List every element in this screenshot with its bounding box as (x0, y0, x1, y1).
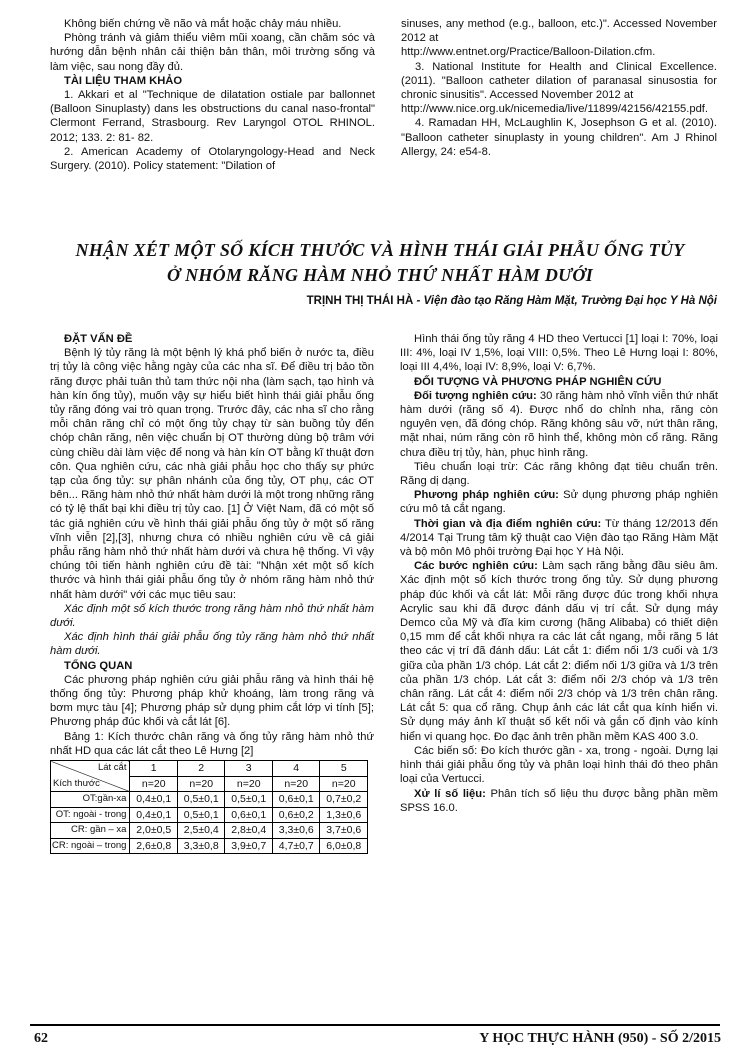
author-line (307, 295, 717, 307)
article-right-column (400, 332, 718, 815)
article-left-column (50, 332, 374, 854)
variables-paragraph: Các biến số: Đo kích thước gần - xa, trong - ngoài. Dựng lại hình thái giải phẫu ống tủy và phân loại hình thái đó theo phân loại của Vertucci. (400, 744, 718, 786)
table-cell: 3,3±0,8 (177, 838, 225, 854)
paragraph: Phòng tránh và giảm thiểu viêm mũi xoang, cần chăm sóc và hướng dẫn bệnh nhân cải thiện bản thân, môi trường sống và làm việc, sau nong đầy đủ. (50, 32, 375, 73)
table-cell: 2,5±0,4 (177, 823, 225, 839)
col-header: 1 (130, 761, 178, 777)
previous-article-left-column (50, 17, 375, 173)
table-cell: 3,3±0,6 (272, 823, 320, 839)
subject-label: Đối tượng nghiên cứu: (414, 389, 537, 402)
method-label: Phương pháp nghiên cứu: (414, 489, 559, 502)
sample-size: n=20 (130, 776, 178, 792)
table-cell: 0,6±0,1 (225, 807, 273, 823)
dimension-table (50, 760, 368, 854)
col-header: 4 (272, 761, 320, 777)
article-title-line-1: NHẬN XÉT MỘT SỐ KÍCH THƯỚC VÀ HÌNH THÁI GIẢI PHẪU ỐNG TỦY (75, 240, 685, 260)
table-row (51, 807, 368, 823)
article-title (40, 238, 720, 288)
journal-footer: Y HỌC THỰC HÀNH (950) - SỐ 2/2015 (479, 1031, 721, 1046)
col-header: 5 (320, 761, 368, 777)
sample-size: n=20 (177, 776, 225, 792)
reference-url: http://www.nice.org.uk/nicemedia/live/11899/42156/42155.pdf. (401, 103, 709, 116)
author-name: TRỊNH THỊ THÁI HÀ (306, 295, 414, 307)
col-header: 3 (225, 761, 273, 777)
table-cell: 2,0±0,5 (130, 823, 178, 839)
article-title-line-2: Ở NHÓM RĂNG HÀM NHỎ THỨ NHẤT HÀM DƯỚI (166, 265, 594, 285)
time-label: Thời gian và địa điểm nghiên cứu: (414, 517, 602, 530)
table-cell: 0,5±0,1 (225, 792, 273, 808)
table-corner-cell (51, 761, 130, 792)
table-cell: 3,7±0,6 (320, 823, 368, 839)
sample-size: n=20 (320, 776, 368, 792)
section-heading-overview: TỔNG QUAN (64, 659, 133, 672)
paragraph: Hình thái ống tủy răng 4 HD theo Vertucci [1] loại I: 70%, loại III: 4%, loại IV 1,5%, loại VIII: 0,5%. Theo Lê Hưng loại I: 80%, loại III 4,4%, loại IV: 8,9%, loại V: 6,7%. (400, 333, 718, 374)
table-cell: 3,9±0,7 (225, 838, 273, 854)
stats-paragraph (400, 787, 718, 815)
intro-paragraph: Bệnh lý tủy răng là một bệnh lý khá phổ biến ở nước ta, điều trị tủy là công việc hằng ngày của các nha sĩ. Để điều trị bảo tồn răng được phải tuân thủ tam thức nội nha (làm sạch, tạo hình và hàn kín ống tủy), muốn vậy sự hiểu biết hình thái giải phẫu ống tủy răng đóng vai trò quan trọng. Trước đây, các nha sĩ cho rằng mỗi chân răng chỉ có một ống tủy chạy từ sàn buồng tủy đến chóp chân răng, nên việc chuẩn bị OT thường dùng bộ trâm với cùng chiều dài làm việc để nong và hàn kín OT bằng kĩ thuật đơn côn. Qua nghiên cứu, các nhà giải phẫu học cho thấy sự phức tạp của ống tủy: sự phân nhánh của ống tủy, OT phụ, các OT bên... Răng hàm nhỏ thứ nhất hàm dưới là một trong những răng có tỷ lệ thất bại khi điều trị tủy cao. [1] Ở Việt Nam, đã có một số tác giả nghiên cứu về hình thái giải phẫu ống tủy ở một số răng vĩnh viễn [2],[3], nhưng chưa có nhiều nghiên cứu về cả giải phẫu răng hàm nhỏ thứ nhất hàm dưới và chưa hệ thống. Vì vậy chúng tôi tiến hành nghiên cứu đề tài: "Nhận xét một số kích thước và hình thái giải phẫu ống tủy ở nhóm răng hàm nhỏ thứ nhất hàm dưới" với các mục tiêu sau: (50, 347, 374, 601)
reference-item: 3. National Institute for Health and Clinical Excellence. (2011). "Balloon catheter dilation of paranasal sinusostia for chronic sinusitis". Accessed November 2012 at (401, 60, 717, 102)
row-label: OT: ngoài - trong (51, 807, 130, 823)
table-cell: 0,6±0,2 (272, 807, 320, 823)
author-affiliation: - Viện đào tạo Răng Hàm Mặt, Trường Đại học Y Hà Nội (413, 295, 717, 307)
table-cell: 4,7±0,7 (272, 838, 320, 854)
table-cell: 6,0±0,8 (320, 838, 368, 854)
objective-2: Xác định hình thái giải phẫu ống tủy răng hàm nhỏ thứ nhất hàm dưới. (50, 631, 374, 658)
col-header: 2 (177, 761, 225, 777)
section-heading-intro: ĐẶT VẤN ĐỀ (64, 333, 133, 345)
row-label: OT:gần-xa (51, 792, 130, 808)
row-label: CR: gần – xa (51, 823, 130, 839)
previous-article-right-column (401, 17, 717, 159)
time-text: Từ tháng 12/2013 đến 4/2014 Tại Trung tâm kỹ thuật cao Viện đào tạo Răng Hàm Mặt và bộ môn Mô phôi trường Đại học Y Hà Nội. (400, 517, 718, 559)
method-paragraph (400, 488, 718, 516)
steps-label: Các bước nghiên cứu: (414, 560, 538, 573)
table-cell: 0,4±0,1 (130, 807, 178, 823)
corner-label-top: Lát cắt (97, 762, 127, 774)
corner-label-bottom: Kích thước (53, 777, 100, 789)
objective-1: Xác định một số kích thước trong răng hàm nhỏ thứ nhất hàm dưới. (50, 602, 374, 630)
stats-text: Phân tích số liệu thu được bằng phần mềm SPSS 16.0. (400, 787, 718, 814)
reference-url: http://www.entnet.org/Practice/Balloon-Dilation.cfm. (401, 46, 656, 59)
table-cell: 0,6±0,1 (272, 792, 320, 808)
section-heading-methods: ĐỐI TƯỢNG VÀ PHƯƠNG PHÁP NGHIÊN CỨU (414, 375, 662, 388)
subject-text: 30 răng hàm nhỏ vĩnh viễn thứ nhất hàm dưới (răng số 4). Được nhổ do chỉnh nha, răng còn nguyên vẹn, đã đóng chóp. Răng không sâu vỡ, nứt thân răng, mặt nhai, núm răng còn rõ hình thể, không mòn cổ răng. Răng chưa điều trị tủy, hàn, phục hình răng. (400, 389, 718, 459)
table-cell: 0,5±0,1 (177, 807, 225, 823)
steps-text: Làm sạch răng bằng đầu siêu âm. Xác định một số kích thước trong ống tủy. Sử dụng phương pháp đúc khối và cắt lát: Mỗi răng được đúc trong khối nhựa Acrylic sau khi đã được đánh dấu vị trí cắt. Sử dụng máy Demco của Mỹ và đĩa kim cương (hãng Alibaba) có thiết diện 0,15 mm để cắt khối nhựa ra các lát cắt ngang, mỗi răng 5 lát theo các vị trí đã đánh dấu: Lát cắt 1: điểm nối 1/3 cuối và 1/3 giữa của phần 1/3 chóp. Lát cắt 2: điểm nối 1/3 giữa và 1/3 trên của phần 1/3 chóp. Lát cắt 3: điểm nối 2/3 chóp và 1/3 trên chân răng. Lát cắt 4: điểm nối 2/3 chóp và 1/3 trên chân răng. Lát cắt 5: qua cổ răng. Chụp ảnh các lát cắt qua kính hiển vi. Sử dụng máy ảnh kĩ thuật số kết nối và gắn cố định vào kính hiển vi quang học. Đo đạc ảnh trên phần mềm KAS 400 3.0. (400, 560, 718, 743)
table-row (51, 838, 368, 854)
subject-paragraph (400, 389, 718, 460)
method-text: Sử dụng phương pháp nghiên cứu mô tả cắt ngang. (400, 489, 718, 516)
table-row (51, 792, 368, 808)
steps-paragraph (400, 559, 718, 744)
table-cell: 0,5±0,1 (177, 792, 225, 808)
table-cell: 2,8±0,4 (225, 823, 273, 839)
table-row (51, 823, 368, 839)
table-cell: 0,7±0,2 (320, 792, 368, 808)
sample-size: n=20 (225, 776, 273, 792)
row-label: CR: ngoài – trong (51, 838, 130, 854)
reference-item: 2. American Academy of Otolaryngology-Head and Neck Surgery. (2010). Policy statement: "Dilation of (50, 145, 375, 173)
reference-item: 4. Ramadan HH, McLaughlin K, Josephson G et al. (2010). "Balloon catheter sinuplasty in young children". Am J Rhinol Allergy, 24: e54-8. (401, 117, 717, 158)
table-header-row (51, 761, 368, 777)
time-paragraph (400, 517, 718, 560)
overview-paragraph: Các phương pháp nghiên cứu giải phẫu răng và hình thái hệ thống ống tủy: Phương pháp khử khoáng, làm trong răng và bơm mực tàu [4]; Phương pháp sử dụng phim cắt lớp vi tính [5]; Phương pháp đúc khối và cắt lát [6]. (50, 673, 374, 729)
reference-item: 1. Akkari et al "Technique de dilatation ostiale par ballonnet (Balloon Sinuplasty) dans les obstructions du canal naso-frontal" Clermont Ferrand, Strasbourg. Rev Laryngol OTOL RHINOL. 2012; 133. 2: 81- 82. (50, 89, 375, 144)
page-number: 62 (34, 1031, 48, 1046)
table-cell: 0,4±0,1 (130, 792, 178, 808)
sample-size: n=20 (272, 776, 320, 792)
table-cell: 1,3±0,6 (320, 807, 368, 823)
references-heading: TÀI LIỆU THAM KHẢO (64, 74, 183, 87)
footer-divider (30, 1024, 720, 1026)
exclusion-paragraph: Tiêu chuẩn loại trừ: Các răng không đạt tiêu chuẩn trên. Răng dị dạng. (400, 460, 718, 488)
stats-label: Xử lí số liệu: (414, 787, 486, 800)
table-cell: 2,6±0,8 (130, 838, 178, 854)
reference-item: sinuses, any method (e.g., balloon, etc.)". Accessed November 2012 at (401, 18, 717, 45)
table-caption: Bảng 1: Kích thước chân răng và ống tủy răng hàm nhỏ thứ nhất HD qua các lát cắt theo Lê Hưng [2] (50, 730, 374, 757)
paragraph: Không biến chứng về não và mắt hoặc chảy máu nhiều. (64, 18, 342, 30)
